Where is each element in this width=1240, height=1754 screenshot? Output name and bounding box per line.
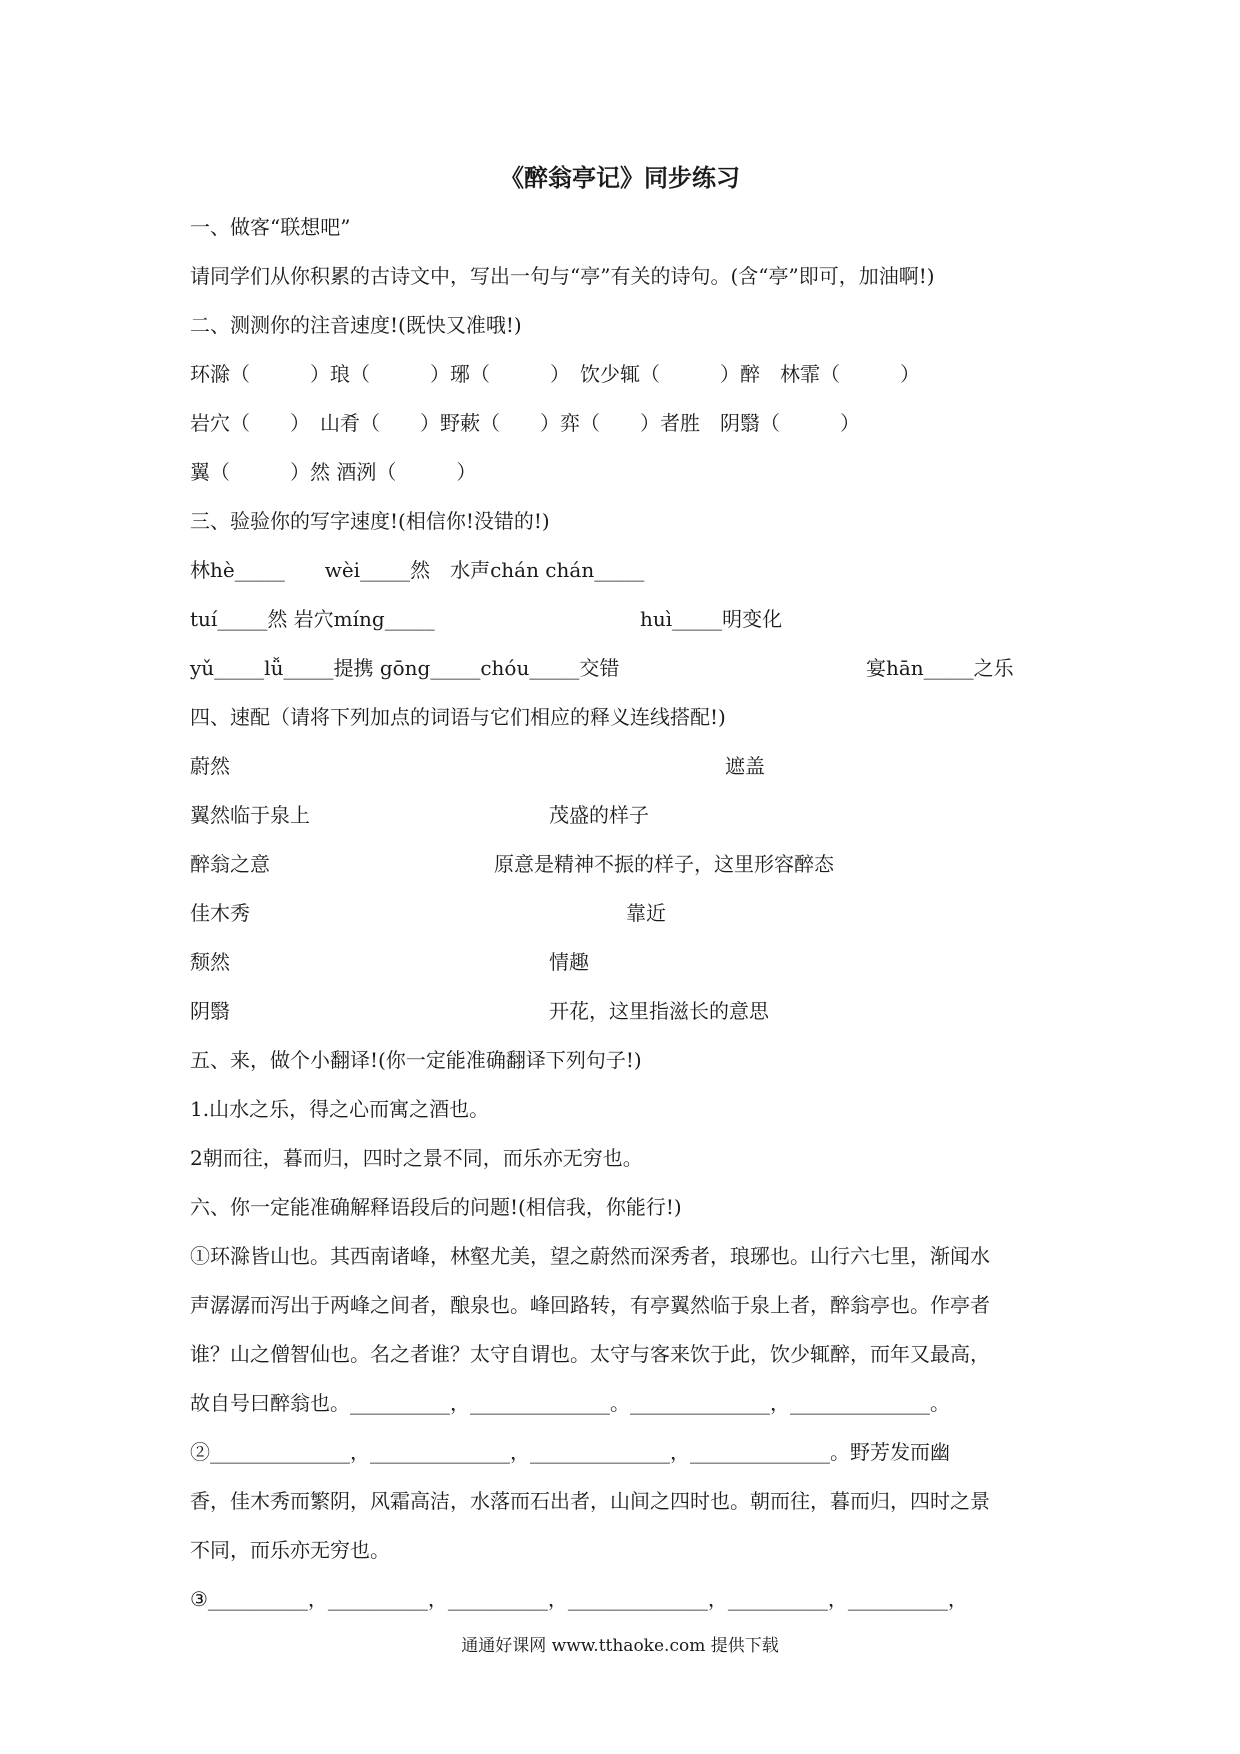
translation-question-1: 1.山水之乐，得之心而寓之酒也。: [190, 1097, 490, 1121]
writing-row-2a: tuí_____然 岩穴míng_____: [190, 607, 435, 631]
match-term: 醉翁之意: [190, 852, 270, 876]
match-definition: 情趣: [549, 950, 589, 974]
passage-paragraph-1-line: 声潺潺而泻出于两峰之间者，酿泉也。峰回路转，有亭翼然临于泉上者，醉翁亭也。作亭者: [190, 1293, 990, 1317]
writing-row-2b: huì_____明变化: [640, 607, 783, 631]
passage-paragraph-1-line: 谁？山之僧智仙也。名之者谁？太守自谓也。太守与客来饮于此，饮少辄醉，而年又最高，: [190, 1342, 990, 1366]
section-6-heading: 六、你一定能准确解释语段后的问题!(相信我，你能行!): [190, 1195, 682, 1219]
match-term: 颓然: [190, 950, 230, 974]
match-term: 阴翳: [190, 999, 230, 1023]
writing-row-3b: 宴hān_____之乐: [866, 656, 1014, 680]
footer-source: 通通好课网 www.tthaoke.com 提供下载: [461, 1636, 779, 1656]
match-term: 佳木秀: [190, 901, 250, 925]
match-term: 翼然临于泉上: [190, 803, 310, 827]
match-definition: 开花，这里指滋长的意思: [549, 999, 769, 1023]
page-title: 《醉翁亭记》同步练习: [500, 164, 740, 192]
section-3-heading: 三、验验你的写字速度!(相信你!没错的!): [190, 509, 550, 533]
pinyin-row-2: 岩穴（ ） 山肴（ ）野蔌（ ）弈（ ）者胜 阴翳（ ）: [190, 411, 860, 435]
passage-paragraph-1-line: ①环滁皆山也。其西南诸峰，林壑尤美，望之蔚然而深秀者，琅琊也。山行六七里，渐闻水: [190, 1244, 990, 1268]
writing-row-3a: yǔ_____lǚ_____提携 gōng_____chóu_____交错: [190, 656, 620, 680]
match-definition: 原意是精神不振的样子，这里形容醉态: [494, 852, 834, 876]
section-2-heading: 二、测测你的注音速度!(既快又准哦!): [190, 313, 522, 337]
passage-paragraph-2-line: 不同，而乐亦无穷也。: [190, 1538, 390, 1562]
section-5-heading: 五、来，做个小翻译!(你一定能准确翻译下列句子!): [190, 1048, 642, 1072]
passage-paragraph-1-line: 故自号曰醉翁也。__________，______________。______________，______________。: [190, 1391, 950, 1415]
match-definition: 靠近: [626, 901, 666, 925]
section-1-heading: 一、做客“联想吧”: [190, 215, 351, 239]
pinyin-row-3: 翼（ ）然 酒洌（ ）: [190, 460, 477, 484]
match-definition: 茂盛的样子: [549, 803, 649, 827]
passage-paragraph-3-line: ③__________，__________，__________，______________，__________，__________，: [190, 1587, 968, 1611]
translation-question-2: 2朝而往，暮而归，四时之景不同，而乐亦无穷也。: [190, 1146, 643, 1170]
section-4-heading: 四、速配（请将下列加点的词语与它们相应的释义连线搭配!): [190, 705, 726, 729]
section-1-text: 请同学们从你积累的古诗文中，写出一句与“亭”有关的诗句。(含“亭”即可，加油啊!): [190, 264, 935, 288]
writing-row-1: 林hè_____ wèi_____然 水声chán chán_____: [190, 558, 645, 582]
match-term: 蔚然: [190, 754, 230, 778]
passage-paragraph-2-line: ②______________，______________，______________，______________。野芳发而幽: [190, 1440, 950, 1464]
pinyin-row-1: 环滁（ ）琅（ ）琊（ ） 饮少辄（ ）醉 林霏（ ）: [190, 362, 920, 386]
passage-paragraph-2-line: 香，佳木秀而繁阴，风霜高洁，水落而石出者，山间之四时也。朝而往，暮而归，四时之景: [190, 1489, 990, 1513]
match-definition: 遮盖: [725, 754, 765, 778]
